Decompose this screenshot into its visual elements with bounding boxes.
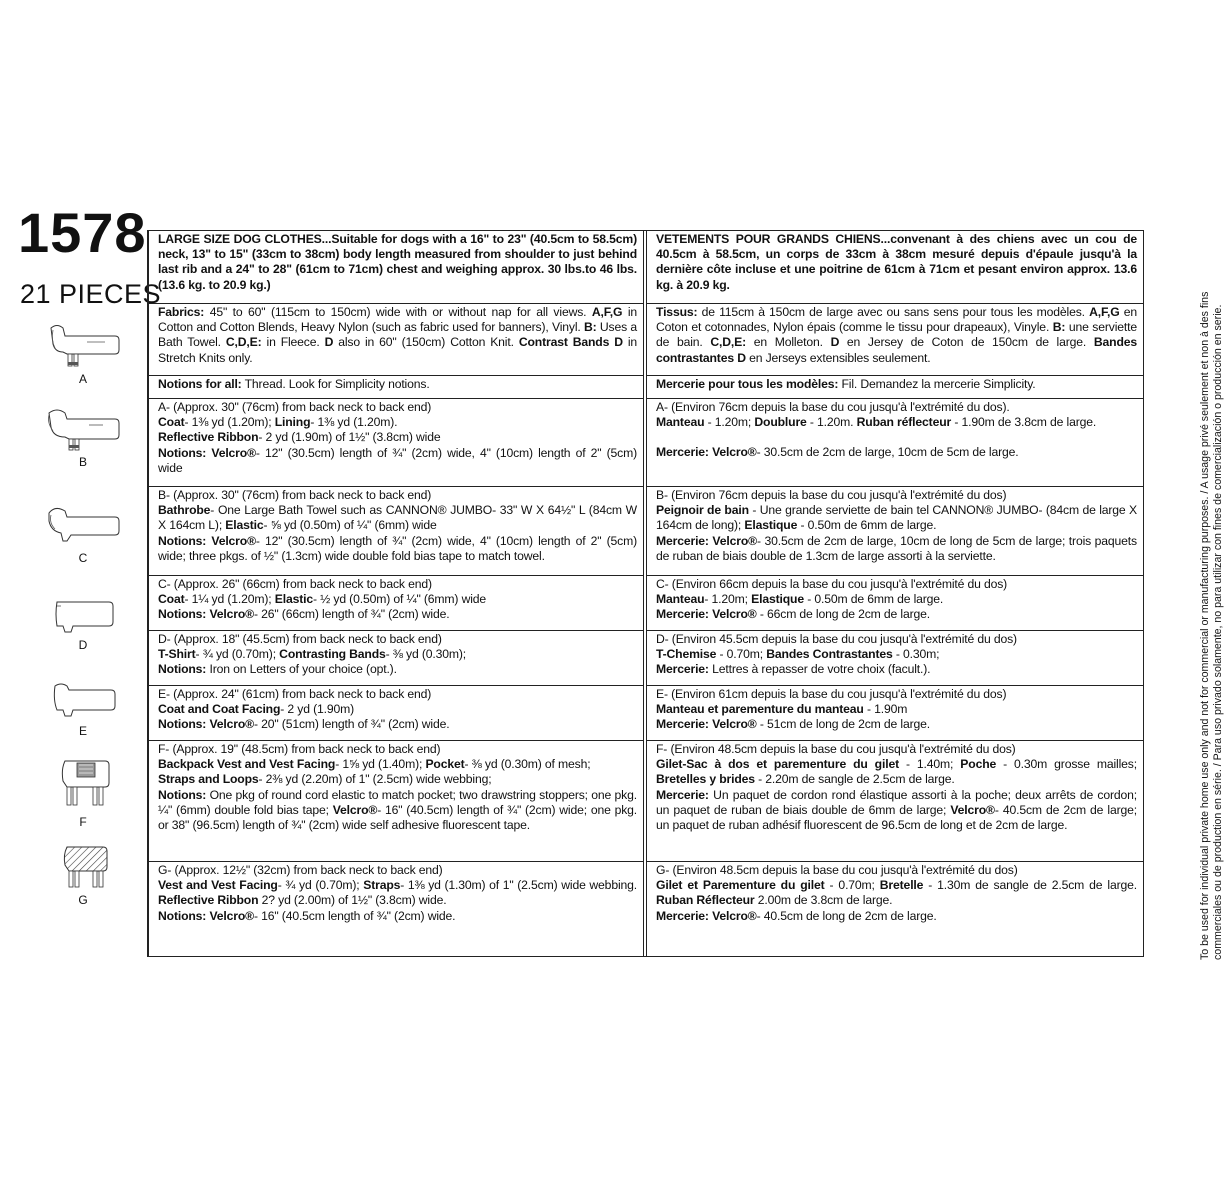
yardage-table: [147, 230, 1144, 957]
label: Manteau: [656, 415, 705, 430]
text: - 0.50m de 6mm de large.: [803, 592, 944, 607]
view-label: B: [78, 455, 87, 469]
fabrics-cell: [149, 304, 643, 376]
label: Vest and Vest Facing: [158, 878, 278, 893]
label: Mercerie: Velcro®: [656, 717, 757, 732]
view-g-cell: [149, 862, 643, 952]
text: - 1.90m de 3.8cm de large.: [951, 415, 1097, 430]
label: Straps and Loops: [158, 772, 259, 787]
view-d-cell: [647, 631, 1143, 686]
label: Backpack Vest and Vest Facing: [158, 757, 336, 772]
text: in Stretch Knits only.: [158, 335, 638, 365]
dog-tshirt-d-icon: [43, 596, 123, 636]
text: - 40.5cm de long de 2cm de large.: [756, 908, 937, 923]
view-a-drawing: [28, 322, 138, 386]
view-g-cell: [647, 862, 1143, 952]
text: - ⅜ yd (0.30m);: [385, 647, 467, 662]
label: Gilet et Parementure du gilet: [656, 878, 825, 893]
label: Bathrobe: [158, 503, 211, 518]
text: - ⅜ yd (0.30m) of mesh;: [464, 757, 591, 772]
text: en Molleton.: [746, 335, 831, 350]
text: - 1.20m.: [806, 415, 857, 430]
label: Elastique: [751, 592, 804, 607]
text: D: [830, 335, 840, 350]
text: - 16" (40.5cm length of ¾" (2cm) wide.: [253, 908, 456, 923]
fabrics-cell: [647, 304, 1143, 376]
text: une serviette de bain.: [656, 320, 1137, 350]
label: Coat: [158, 415, 185, 430]
view-d-cell: [149, 631, 643, 686]
label: Mercerie:: [656, 787, 709, 802]
label: Reflective Ribbon: [158, 430, 259, 445]
text: - 0.70m;: [824, 878, 880, 893]
dog-coat-a-icon: [43, 322, 123, 370]
text: in Fleece.: [261, 335, 325, 350]
fabrics-label: Fabrics:: [158, 305, 205, 319]
dog-coat-e-icon: [43, 680, 123, 722]
text: - 30.5cm de 2cm de large, 10cm de 5cm de large.: [756, 445, 1019, 460]
text: - 0.30m;: [892, 647, 940, 662]
view-g-drawing: [28, 843, 138, 907]
view-e-cell: [149, 686, 643, 741]
text: Contrast Bands D: [518, 335, 623, 350]
text: - 12" (30.5cm) length of ¾" (2cm) wide, 4" (10cm) length of 2" (5cm) wide; three pkgs. of ½" (1.3cm) wide double fold bias tape to match towel.: [158, 533, 638, 563]
dog-backpack-vest-f-icon: [43, 757, 123, 813]
label: Gilet-Sac à dos et parementure du gilet: [656, 757, 899, 772]
text: Fil. Demandez la mercerie Simplicity.: [838, 377, 1036, 391]
view-heading: D- (Environ 45.5cm depuis la base du cou jusqu'à l'extrémité du dos): [656, 632, 1017, 646]
view-heading: F- (Environ 48.5cm depuis la base du cou jusqu'à l'extrémité du dos): [656, 742, 1016, 756]
description-text: VETEMENTS POUR GRANDS CHIENS...convenant à des chiens avec un cou de 40.5cm à 58.5cm, un corps de 33cm à 38cm mesuré depuis d'épaule jusqu'à la dernière côte incluse et une poitrine de 61cm à 71cm et pesant environ approx. 13.6 kg. à 20.9 kg.: [656, 232, 1137, 292]
text: - 0.50m de 6mm de large.: [797, 518, 937, 533]
text: B:: [583, 320, 597, 335]
view-heading: F- (Approx. 19" (48.5cm) from back neck to back end): [158, 742, 441, 756]
label: Contrasting Bands: [279, 647, 386, 662]
text: Lettres à repasser de votre choix (facult.).: [708, 662, 931, 677]
text: en Jerseys extensibles seulement.: [745, 350, 931, 365]
label: Velcro®: [332, 802, 378, 817]
usage-notice-line: commerciales ou de production en série. / Para uso privado solamente, no para utilizar con fines de comercialización o producción en serie.: [1212, 304, 1224, 960]
text: Un paquet de cordon rond élastique assorti à la poche; deux arrêts de cordon; un paquet de ruban de biais double de 6mm de large;: [656, 787, 1137, 817]
text: - 2 yd (1.90m) of 1½" (3.8cm) wide: [258, 430, 441, 445]
text: en Coton et cotonnades, Nylon épais (comme le tissu pour drapeaux), Vinyle.: [656, 305, 1137, 335]
text: C,D,E:: [225, 335, 262, 350]
view-label: D: [78, 638, 88, 652]
label: Manteau et parementure du manteau: [656, 702, 864, 717]
label: Pocket: [425, 757, 465, 772]
dog-bathrobe-b-icon: [43, 407, 123, 453]
label: Mercerie: Velcro®: [656, 445, 757, 460]
text: in Cotton and Cotton Blends, Heavy Nylon (such as fabric used for banners), Vinyl.: [158, 305, 637, 335]
intro-cell: [647, 231, 1143, 304]
label: Manteau: [656, 592, 705, 607]
notions-all-cell: [647, 376, 1143, 399]
text: - 1.90m: [863, 702, 908, 717]
text: - 1.20m;: [704, 592, 752, 607]
label: Lining: [274, 415, 311, 430]
view-heading: E- (Environ 61cm depuis la base du cou jusqu'à l'extrémité du dos): [656, 687, 1007, 701]
text: - ⅝ yd (0.50m) of ¼" (6mm) wide: [263, 518, 437, 533]
text: 45" to 60" (115cm to 150cm) wide with or without nap for all views.: [204, 305, 592, 319]
view-f-cell: [647, 741, 1143, 862]
text: - 20" (51cm) length of ¾" (2cm) wide.: [253, 717, 450, 732]
text: 2? yd (2.00m) of 1½" (3.8cm) wide.: [258, 893, 447, 908]
label: Notions: Velcro®: [158, 717, 254, 732]
text: Iron on Letters of your choice (opt.).: [206, 662, 397, 677]
label: Mercerie: Velcro®: [656, 533, 757, 548]
text: - One Large Bath Towel such as CANNON® JUMBO- 33" W X 64½" L (84cm W X 164cm L);: [158, 503, 637, 533]
label: Ruban Réflecteur: [656, 893, 755, 908]
text: - 2.20m de sangle de 2.5cm de large.: [754, 772, 955, 787]
view-heading: D- (Approx. 18" (45.5cm) from back neck to back end): [158, 632, 442, 646]
text: D: [324, 335, 334, 350]
text: - 2⅜ yd (2.20m) of 1" (2.5cm) wide webbing;: [258, 772, 492, 787]
text: - ½ yd (0.50m) of ¼" (6mm) wide: [312, 592, 487, 607]
french-column: [647, 231, 1143, 956]
text: A,F,G: [1089, 305, 1120, 319]
view-f-cell: [149, 741, 643, 862]
view-d-drawing: [28, 596, 138, 652]
notions-label: Notions for all:: [158, 377, 242, 391]
text: - Une grande serviette de bain tel CANNON® JUMBO- (84cm de large X 164cm de long);: [656, 503, 1137, 533]
label: Notions: Velcro®: [158, 607, 254, 622]
label: Coat and Coat Facing: [158, 702, 281, 717]
view-heading: A- (Environ 76cm depuis la base du cou jusqu'à l'extrémité du dos).: [656, 400, 1010, 414]
text: - 30.5cm de 2cm de large, 10cm de long de 5cm de large; trois paquets de ruban de biais double de 1.3cm de large assorti à la serviette.: [656, 533, 1137, 563]
text: also in 60" (150cm) Cotton Knit.: [333, 335, 519, 350]
label: Ruban réflecteur: [856, 415, 952, 430]
label: Notions: Velcro®: [158, 445, 256, 460]
view-b-drawing: [28, 407, 138, 469]
text: - 1.30m de sangle de 2.5cm de large.: [923, 878, 1137, 893]
text: - 1⅝ yd (1.40m);: [335, 757, 426, 772]
view-c-cell: [647, 576, 1143, 631]
text: - 16" (40.5cm) length of ¾" (2cm) wide; one pkg. or 38" (96.5cm) length of ¾" (2cm) wide self adhesive fluorescent tape.: [158, 802, 638, 833]
view-label: G: [78, 893, 88, 907]
view-label: E: [78, 724, 87, 738]
fabrics-text: [158, 305, 637, 366]
label: Bretelles y brides: [656, 772, 755, 787]
label: Straps: [363, 878, 401, 893]
text: - 0.30m grosse mailles;: [996, 757, 1137, 772]
text: - 1⅜ yd (1.20m);: [184, 415, 275, 430]
label: Elastique: [744, 518, 798, 533]
text: - 1⅜ yd (1.30m) of 1" (2.5cm) wide webbing.: [400, 878, 637, 893]
text: - 0.70m;: [716, 647, 767, 662]
dog-coat-c-icon: [43, 505, 123, 549]
view-heading: G- (Environ 48.5cm depuis la base du cou jusqu'à l'extrémité du dos): [656, 863, 1018, 877]
view-heading: A- (Approx. 30" (76cm) from back neck to back end): [158, 400, 432, 414]
view-b-cell: [647, 487, 1143, 576]
view-c-drawing: [28, 505, 138, 565]
label: Reflective Ribbon: [158, 893, 259, 908]
view-e-drawing: [28, 680, 138, 738]
text: B:: [1052, 320, 1066, 335]
text: - 12" (30.5cm) length of ¾" (2cm) wide, 4" (10cm) length of 2" (5cm) wide: [158, 445, 638, 475]
label: Notions:: [158, 787, 207, 802]
text: de 115cm à 150cm de large avec ou sans sens pour tous les modèles.: [697, 305, 1090, 319]
label: Notions: Velcro®: [158, 533, 256, 548]
label: Elastic: [274, 592, 313, 607]
text: Thread. Look for Simplicity notions.: [241, 377, 430, 391]
label: Bandes Contrastantes: [766, 647, 893, 662]
text: Uses a Bath Towel.: [158, 320, 637, 350]
text: - 1¼ yd (1.20m);: [184, 592, 275, 607]
text: - 40.5cm de 2cm de large; un paquet de ruban adhésif fluorescent de 96.5cm de long et de 2cm de large.: [656, 802, 1137, 833]
label: Velcro®: [950, 802, 995, 817]
label: Mercerie:: [656, 662, 709, 677]
fabrics-label: Tissus:: [656, 305, 698, 319]
view-heading: C- (Environ 66cm depuis la base du cou jusqu'à l'extrémité du dos): [656, 577, 1008, 591]
view-a-cell: [647, 399, 1143, 487]
intro-cell: [149, 231, 643, 304]
view-label: A: [78, 372, 87, 386]
view-heading: B- (Environ 76cm depuis la base du cou jusqu'à l'extrémité du dos): [656, 488, 1007, 502]
label: Poche: [960, 757, 997, 772]
text: 2.00m de 3.8cm de large.: [754, 893, 893, 908]
text: - ¾ yd (0.70m);: [195, 647, 280, 662]
label: Coat: [158, 592, 185, 607]
text: One pkg of round cord elastic to match pocket; two drawstring stoppers; one pkg. ¼" (6mm) double fold bias tape;: [158, 787, 637, 817]
notions-all-cell: [149, 376, 643, 399]
label: T-Chemise: [656, 647, 717, 662]
text: A,F,G: [591, 305, 623, 319]
label: Peignoir de bain: [656, 503, 749, 518]
view-heading: C- (Approx. 26" (66cm) from back neck to back end): [158, 577, 432, 591]
text: en Jersey de Coton de 150cm de large.: [839, 335, 1094, 350]
view-heading: B- (Approx. 30" (76cm) from back neck to back end): [158, 488, 432, 502]
text: - 51cm de long de 2cm de large.: [756, 717, 930, 732]
label: Mercerie: Velcro®: [656, 607, 757, 622]
view-a-cell: [149, 399, 643, 487]
text: - 66cm de long de 2cm de large.: [756, 607, 930, 622]
view-label: F: [79, 815, 87, 829]
usage-notice: [1163, 230, 1224, 960]
label: Mercerie: Velcro®: [656, 908, 757, 923]
dog-vest-g-icon: [43, 843, 123, 891]
text: - 1.20m;: [704, 415, 755, 430]
text: - 1⅜ yd (1.20m).: [310, 415, 398, 430]
pieces-count: 21 PIECES: [20, 279, 162, 309]
label: Notions:: [158, 662, 207, 677]
notions-label: Mercerie pour tous les modèles:: [656, 377, 839, 391]
usage-notice-line: To be used for individual private home use only and not for commercial or manufacturing purposes. / A usage privé seulement et non à des fins: [1199, 291, 1211, 960]
label: Bretelle: [879, 878, 924, 893]
pattern-number: 1578: [18, 201, 147, 264]
text: - 26" (66cm) length of ¾" (2cm) wide.: [253, 607, 450, 622]
text: Bandes contrastantes D: [656, 335, 1137, 365]
view-e-cell: [647, 686, 1143, 741]
label: T-Shirt: [158, 647, 196, 662]
view-f-drawing: [28, 757, 138, 829]
english-column: [149, 231, 647, 956]
text: - 2 yd (1.90m): [280, 702, 355, 717]
view-b-cell: [149, 487, 643, 576]
text: - 1.40m;: [899, 757, 961, 772]
label: Elastic: [225, 518, 264, 533]
label: Notions: Velcro®: [158, 908, 254, 923]
description-text: LARGE SIZE DOG CLOTHES...Suitable for dogs with a 16" to 23" (40.5cm to 58.5cm) neck, 13" to 15" (33cm to 38cm) body length measured from shoulder to just behind last rib and a 24" to 28" (61cm to 71cm) chest and weighing approx. 30 lbs.to 46 lbs. (13.6 kg. to 20.9 kg.): [158, 232, 637, 292]
text: C,D,E:: [710, 335, 747, 350]
text: - ¾ yd (0.70m);: [277, 878, 364, 893]
view-heading: E- (Approx. 24" (61cm) from back neck to back end): [158, 687, 432, 701]
view-label: C: [78, 551, 88, 565]
label: Doublure: [754, 415, 807, 430]
view-c-cell: [149, 576, 643, 631]
view-heading: G- (Approx. 12½" (32cm) from back neck to back end): [158, 863, 443, 877]
